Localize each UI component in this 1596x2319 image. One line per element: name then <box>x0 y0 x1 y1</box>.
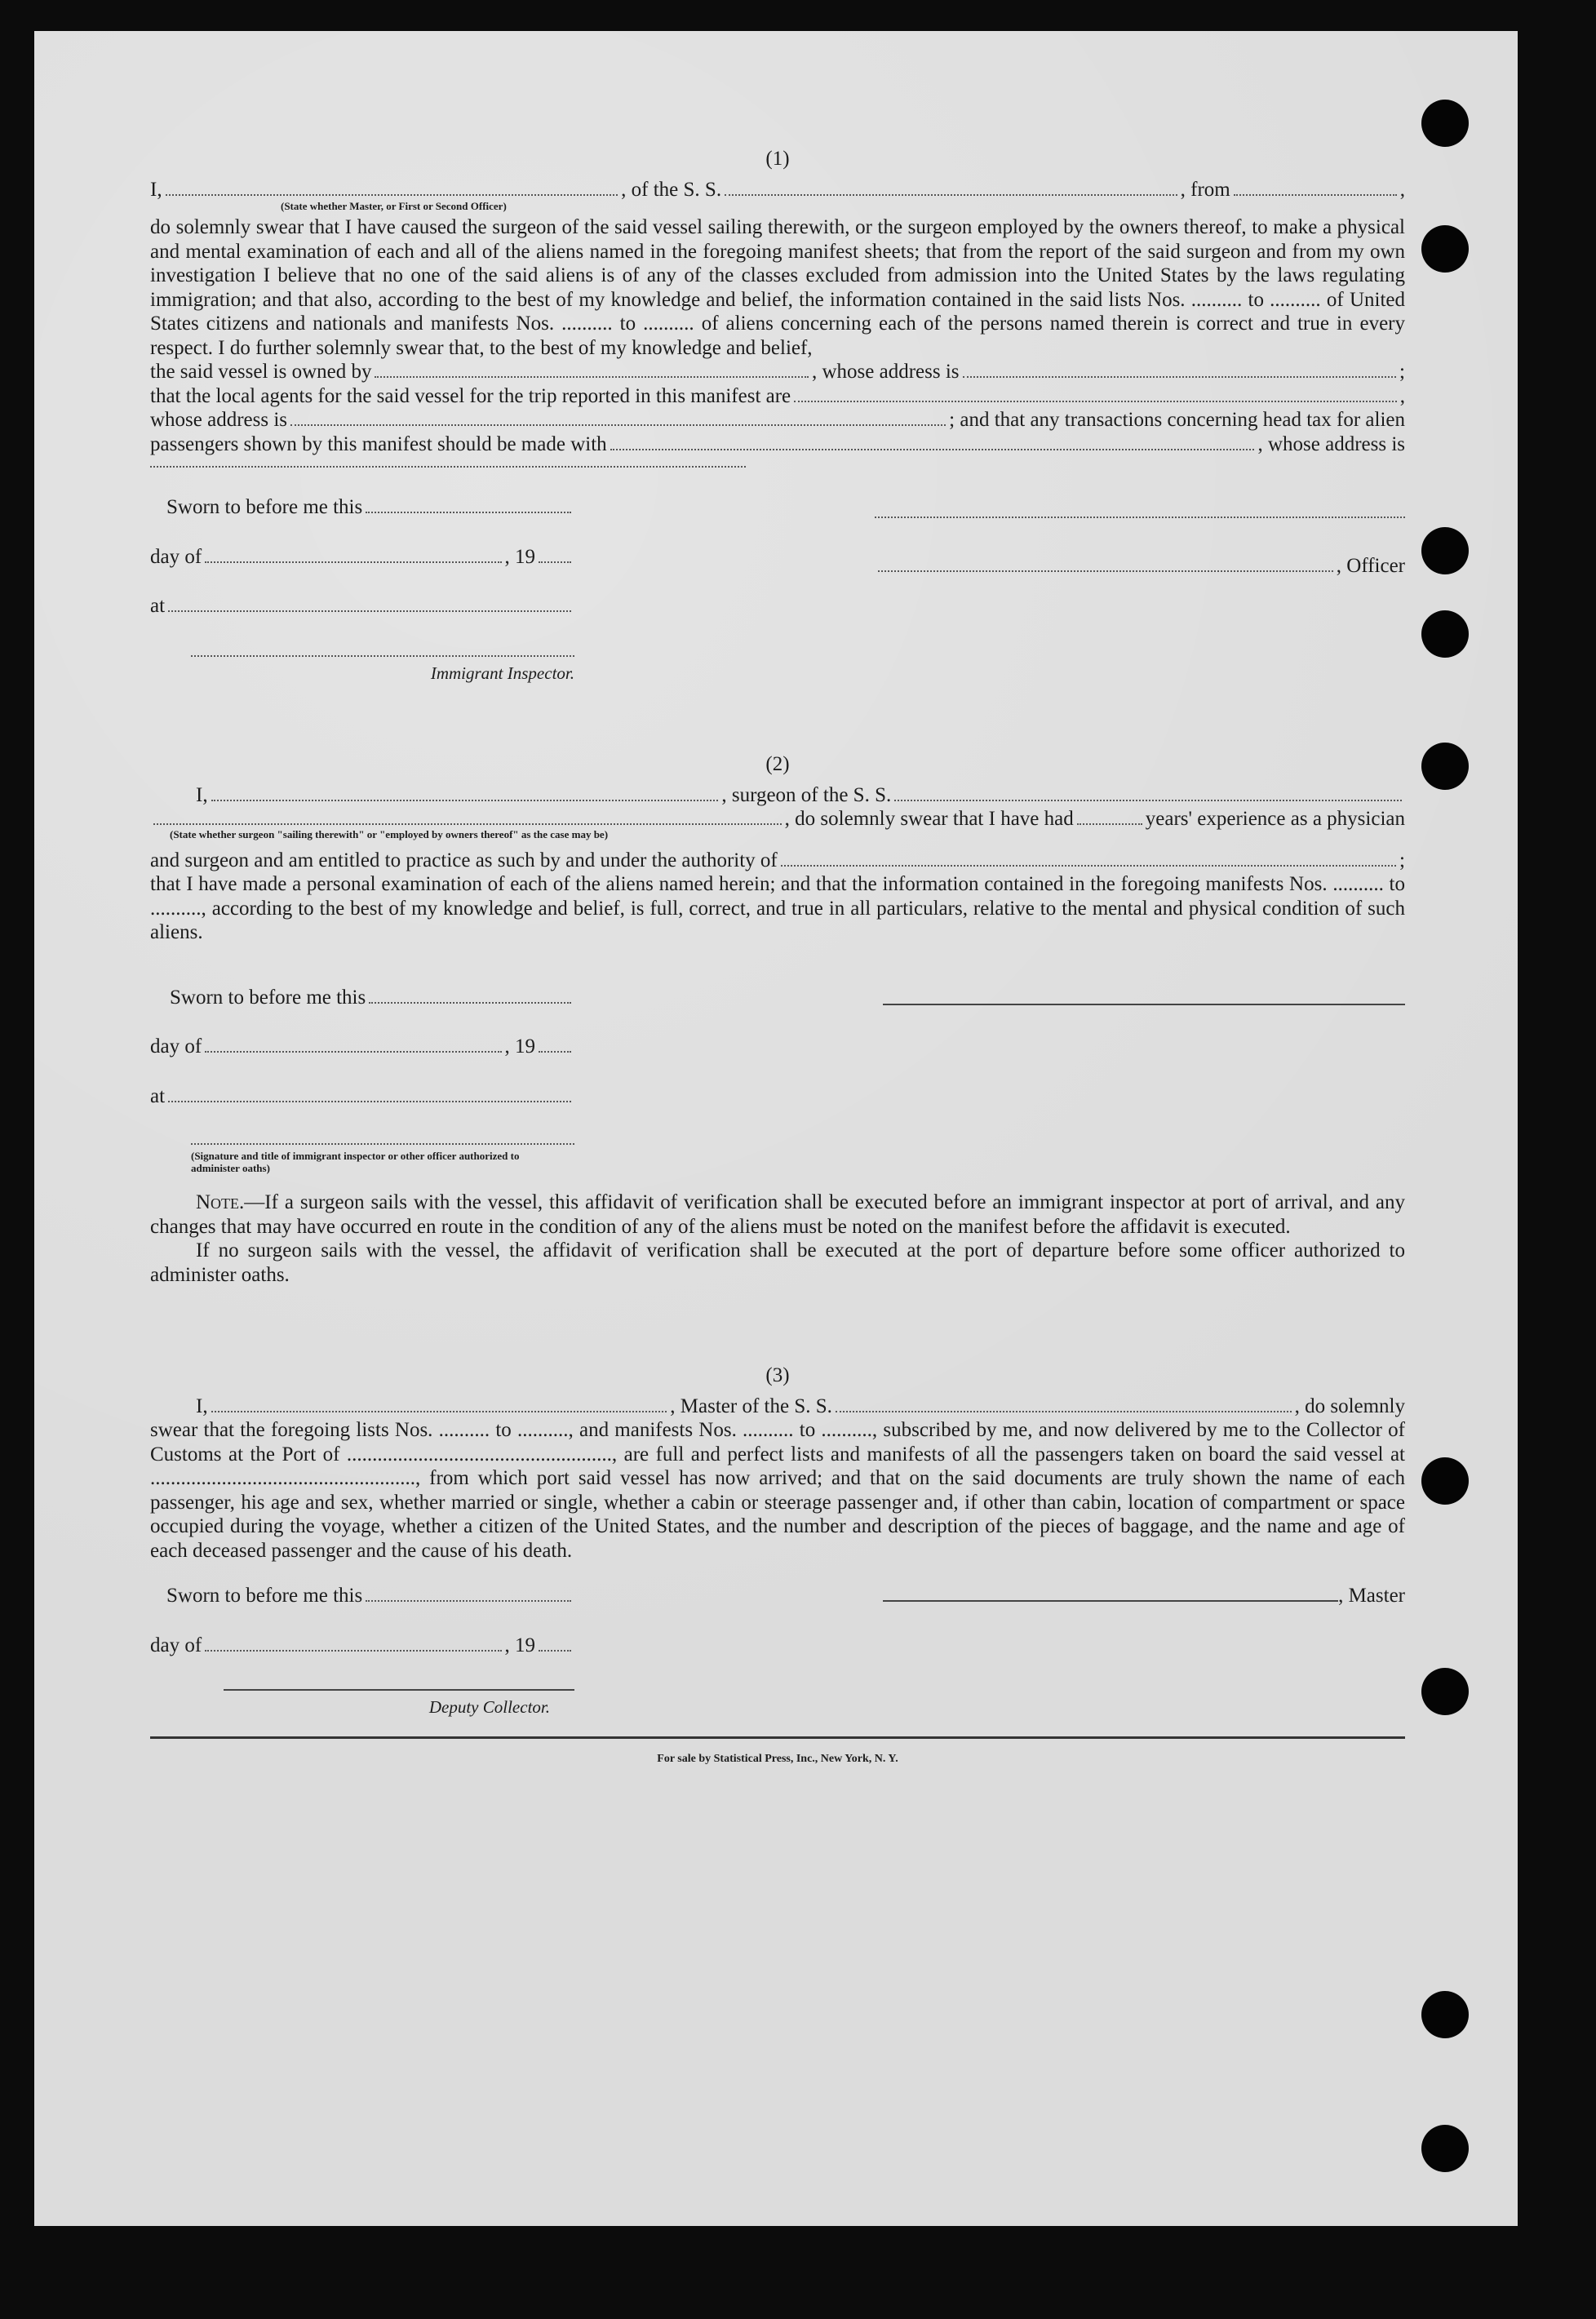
i-label-2: I, <box>196 783 208 806</box>
i-label: I, <box>150 178 162 201</box>
officer-signature-top[interactable] <box>875 499 1405 518</box>
section-1-number: (1) <box>765 148 790 170</box>
agent-address-field[interactable] <box>290 411 946 426</box>
day-of-row-1 <box>150 545 574 570</box>
surgeon-note: (State whether surgeon "sailing therewith" or "employed by owners thereof" as the case may be) <box>170 827 609 840</box>
section-3-first-line <box>150 1395 1405 1419</box>
authority-field[interactable] <box>781 852 1396 867</box>
sworn-row-1 <box>150 495 574 520</box>
years-label: years' experience as a physician <box>1145 808 1405 830</box>
local-agents-field[interactable] <box>794 388 1397 402</box>
signature-note: (Signature and title of immigrant inspector or other officer authorized to administer oaths) <box>191 1150 520 1174</box>
sworn-label-3: Sworn to before me this <box>166 1585 363 1607</box>
officer-note: (State whether Master, or First or Second Officer) <box>281 200 507 212</box>
binder-hole <box>1421 100 1469 147</box>
head-tax-contact-field[interactable] <box>610 436 1255 450</box>
local-agents-label: that the local agents for the said vessel for the trip reported in this manifest are <box>150 384 791 407</box>
local-agents-line: that the local agents for the said vessel for the trip reported in this manifest are , <box>150 384 1405 407</box>
agent-address-line <box>150 408 1405 432</box>
owned-by-line: the said vessel is owned by , whose address is ; <box>150 361 1405 383</box>
contact-address-label: , whose address is <box>1257 432 1405 455</box>
day-of-row-3 <box>150 1634 574 1658</box>
day-of-label: day of <box>150 545 202 568</box>
surgeon-ship-field[interactable] <box>894 787 1402 801</box>
sworn-label: Sworn to before me this <box>166 496 363 518</box>
section-2-body: that I have made a personal examination of each of the aliens named herein; and that the information contained in the foregoing manifests Nos. .......... to .........., according to the best of my knowledge and belief, is full, correct, and true in all particulars, relative to the mental and physical condition of such aliens. <box>150 873 1405 943</box>
master-signature-field[interactable] <box>883 1584 1338 1602</box>
section-2-number: (2) <box>765 753 790 775</box>
from-label: , from <box>1180 178 1230 201</box>
section-1-body: do solemnly swear that I have caused the surgeon of the said vessel sailing therewith, or the surgeon employed by the owners thereof, to make a physical and mental examination of each and all of the aliens named in the foregoing manifest sheets; that from the report of the said surgeon and from my own investigation I believe that no one of the said aliens is of any of the classes excluded from admission into the United States by the laws regulating immigration; and that also, according to the best of my knowledge and belief, the information contained in the said lists Nos. .......... to .......... of United States citizens and nationals and manifests Nos. .......... to .......... of aliens concerning each of the persons named therein is correct and true in every respect. I do further solemnly swear that, to the best of my knowledge and belief, <box>150 216 1405 359</box>
owner-address-field[interactable] <box>963 363 1397 378</box>
day-of-field-3[interactable] <box>205 1637 501 1652</box>
i-label-3: I, <box>196 1395 208 1417</box>
section-1-first-line: I, , of the S. S. , from , <box>150 178 1405 201</box>
at-field-2[interactable] <box>168 1088 571 1102</box>
sworn-day-field[interactable] <box>366 499 571 513</box>
do-solemnly-label: , do solemnly <box>1294 1395 1406 1417</box>
note-text-1: —If a surgeon sails with the vessel, this affidavit of verification shall be executed before an immigrant inspector at port of arrival, and any changes that may have occurred en route in the condition of any of the aliens must be noted on the manifest before the affidavit is executed. <box>150 1191 1405 1238</box>
footer-text: For sale by Statistical Press, Inc., New York, N. Y. <box>657 1752 898 1765</box>
authority-label: and surgeon and am entitled to practice as such by and under the authority of <box>150 849 778 871</box>
year-prefix: , 19 <box>504 545 535 568</box>
binder-hole <box>1421 610 1469 658</box>
master-row <box>883 1584 1405 1608</box>
binder-hole <box>1421 1991 1469 2038</box>
inspector-label: Immigrant Inspector. <box>430 663 574 683</box>
owned-by-label: the said vessel is owned by <box>150 361 372 383</box>
sworn-row-2 <box>150 986 574 1010</box>
passengers-line <box>150 432 1405 457</box>
year-prefix-3: , 19 <box>504 1634 535 1656</box>
year-prefix-2: , 19 <box>504 1035 535 1058</box>
section-3-body: swear that the foregoing lists Nos. .......... to .........., and manifests Nos. .......... to .........., subscribed by me, and now delivered by me to the Collector of Customs at the Port of ...................................................., are full and perfect lists and manifests of all the passengers taken on board the said vessel at ...................................................., from which port said vessel has now arrived; and that on the said documents are truly shown the name of each passenger, his age and sex, whether married or single, whether a cabin or steerage passenger and, if other than cabin, location of compartment or space occupied during the voyage, whether a citizen of the United States, and the number and description of the pieces of baggage, and the name and age of each deceased passenger and the cause of his death. <box>150 1419 1405 1562</box>
form-content <box>150 147 1405 1771</box>
master-name-field[interactable] <box>211 1398 667 1412</box>
note-label: Note. <box>196 1191 245 1213</box>
day-of-label-2: day of <box>150 1035 202 1058</box>
binder-hole <box>1421 225 1469 273</box>
at-field[interactable] <box>168 597 571 612</box>
note-paragraph-1 <box>150 1191 1405 1239</box>
sworn-label-2: Sworn to before me this <box>170 986 366 1009</box>
deputy-label: Deputy Collector. <box>428 1697 550 1717</box>
binder-hole <box>1421 1668 1469 1715</box>
passengers-label: passengers shown by this manifest should be made with <box>150 432 607 455</box>
day-of-label-3: day of <box>150 1634 202 1656</box>
of-ss-label: , of the S. S. <box>621 178 722 201</box>
master-ship-field[interactable] <box>836 1398 1292 1412</box>
owner-field[interactable] <box>375 363 809 378</box>
section-3-number: (3) <box>765 1364 790 1386</box>
at-label: at <box>150 595 166 617</box>
year-field[interactable] <box>539 548 571 563</box>
signature-field-2[interactable] <box>191 1133 574 1145</box>
owner-address-label: , whose address is <box>812 361 960 383</box>
ship-name-field[interactable] <box>725 181 1177 196</box>
surgeon-signature-field[interactable] <box>883 987 1405 1005</box>
year-field-2[interactable] <box>539 1038 571 1053</box>
at-row-2 <box>150 1084 574 1109</box>
contact-address-field[interactable] <box>150 456 746 468</box>
officer-row <box>875 554 1405 579</box>
binder-hole <box>1421 2125 1469 2172</box>
form-sheet <box>34 31 1518 2226</box>
surgeon-name-field[interactable] <box>211 787 719 801</box>
inspector-signature-field[interactable] <box>191 644 574 657</box>
surgeon-status-field[interactable] <box>153 810 782 825</box>
master-of-label: , Master of the S. S. <box>670 1395 832 1417</box>
section-2-first-line <box>150 783 1405 808</box>
sworn-row-3 <box>150 1584 574 1608</box>
officer-name-field[interactable] <box>166 181 618 196</box>
binder-hole <box>1421 527 1469 574</box>
at-label-2: at <box>150 1084 166 1107</box>
footer-rule <box>150 1736 1405 1739</box>
agent-address-label: whose address is <box>150 409 288 431</box>
binder-hole <box>1421 1457 1469 1505</box>
year-field-3[interactable] <box>539 1637 571 1652</box>
head-tax-label: ; and that any transactions concerning head tax for alien <box>949 409 1405 431</box>
swear-label: , do solemnly swear that I have had <box>784 808 1074 830</box>
authority-line: and surgeon and am entitled to practice as such by and under the authority of ; <box>150 849 1405 871</box>
sworn-day-field-3[interactable] <box>366 1587 571 1602</box>
day-of-field-2[interactable] <box>205 1038 501 1053</box>
day-of-field[interactable] <box>205 548 501 563</box>
from-port-field[interactable] <box>1234 181 1397 196</box>
years-field[interactable] <box>1077 810 1142 825</box>
at-row-1 <box>150 594 574 619</box>
officer-label: , Officer <box>1336 555 1405 577</box>
deputy-signature-field[interactable] <box>224 1683 574 1691</box>
officer-signature-field[interactable] <box>878 557 1333 572</box>
note-paragraph-2: If no surgeon sails with the vessel, the affidavit of verification shall be executed at the port of departure before some officer authorized to administer oaths. <box>150 1239 1405 1286</box>
day-of-row-2 <box>150 1035 574 1059</box>
binder-hole <box>1421 743 1469 790</box>
master-label: , Master <box>1338 1585 1405 1607</box>
sworn-day-field-2[interactable] <box>369 989 571 1004</box>
surgeon-of-label: , surgeon of the S. S. <box>721 783 892 806</box>
